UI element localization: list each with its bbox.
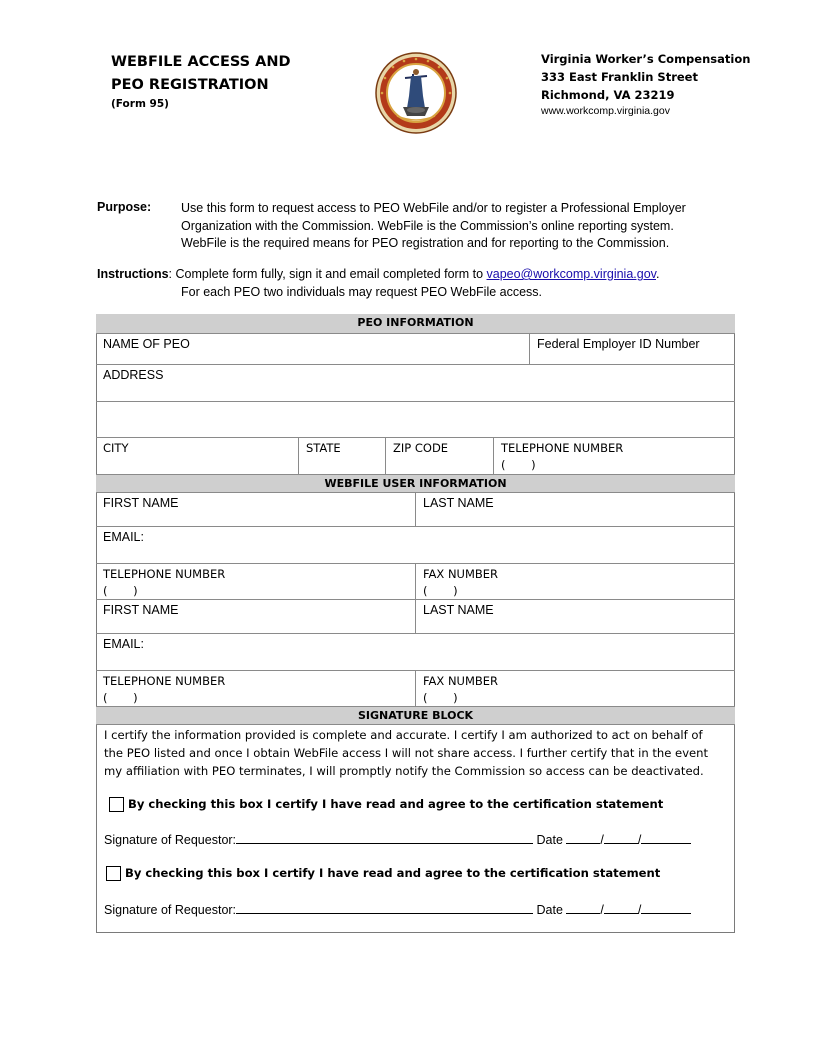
form-title <box>111 51 291 111</box>
city-label: CITY <box>103 441 129 455</box>
date-year-2[interactable] <box>641 902 691 914</box>
email-label: EMAIL: <box>103 530 144 544</box>
fax-area-code: ( ) <box>423 691 458 705</box>
zip-field[interactable] <box>386 438 494 474</box>
user-1-fax-field[interactable] <box>416 564 735 599</box>
peo-phone-label: TELEPHONE NUMBER <box>501 441 624 455</box>
commission-address <box>541 50 750 118</box>
instructions-label: Instructions <box>97 267 169 281</box>
signature-line-1[interactable] <box>236 832 533 844</box>
title-line-1: WEBFILE ACCESS AND <box>111 54 291 70</box>
instructions-text: : Complete form fully, sign it and email completed form to <box>168 267 487 281</box>
form-number: (Form 95) <box>111 98 169 110</box>
phone-label: TELEPHONE NUMBER <box>103 567 226 581</box>
user-1-last-name-field[interactable] <box>416 493 735 526</box>
address-label: ADDRESS <box>103 368 164 382</box>
user-1-phone-field[interactable] <box>96 564 416 599</box>
certify-checkbox-2-label: By checking this box I certify I have read and agree to the certification statement <box>125 866 661 880</box>
certify-checkbox-2[interactable] <box>106 866 121 881</box>
city-state-zip: Richmond, VA 23219 <box>541 88 675 102</box>
purpose-line-2: Organization with the Commission. WebFile is the Commission’s online reporting system. <box>181 218 674 233</box>
signature-line-2[interactable] <box>236 902 533 914</box>
peo-info-heading: PEO INFORMATION <box>96 314 735 334</box>
state-field[interactable] <box>299 438 386 474</box>
org-name: Virginia Worker’s Compensation <box>541 52 751 66</box>
purpose-text <box>181 200 741 253</box>
user-2-last-name-field[interactable] <box>416 600 735 633</box>
signature-row-1 <box>104 832 691 847</box>
first-name-label: FIRST NAME <box>103 496 179 510</box>
peo-name-label: NAME OF PEO <box>103 337 190 351</box>
last-name-label: LAST NAME <box>423 603 494 617</box>
phone-area-code: ( ) <box>103 691 138 705</box>
date-month-1[interactable] <box>566 832 600 844</box>
webfile-user-heading: WEBFILE USER INFORMATION <box>96 475 735 493</box>
date-year-1[interactable] <box>641 832 691 844</box>
city-state-zip-row <box>96 438 735 475</box>
peo-name-field[interactable] <box>96 334 530 364</box>
cert-line-2: the PEO listed and once I obtain WebFile access I will not share access. I further certify that in the event <box>104 746 709 760</box>
certification-statement <box>104 726 729 780</box>
first-name-label: FIRST NAME <box>103 603 179 617</box>
fax-area-code: ( ) <box>423 584 458 598</box>
cert-line-1: I certify the information provided is complete and accurate. I certify I am authorized to act on behalf of <box>104 728 703 742</box>
signature-block-heading: SIGNATURE BLOCK <box>96 707 735 725</box>
purpose-line-3: WebFile is the required means for PEO registration and for reporting to the Commission. <box>181 236 670 250</box>
fein-label: Federal Employer ID Number <box>537 337 700 351</box>
signature-label: Signature of Requestor: <box>104 833 237 847</box>
peo-phone-field[interactable] <box>494 438 735 474</box>
user-2-email-field[interactable] <box>96 634 735 671</box>
certify-checkbox-1-label: By checking this box I certify I have read and agree to the certification statement <box>128 797 664 811</box>
purpose-line-1: Use this form to request access to PEO WebFile and/or to register a Professional Employer <box>181 201 686 215</box>
user-1-phone-row <box>96 564 735 600</box>
user-2-fax-field[interactable] <box>416 671 735 706</box>
email-link[interactable]: vapeo@workcomp.virginia.gov <box>486 267 656 281</box>
user-2-phone-field[interactable] <box>96 671 416 706</box>
date-slash: / <box>600 903 604 917</box>
peo-name-row <box>96 334 735 365</box>
phone-label: TELEPHONE NUMBER <box>103 674 226 688</box>
date-day-2[interactable] <box>604 902 638 914</box>
instructions-line-2: For each PEO two individuals may request PEO WebFile access. <box>181 284 543 299</box>
title-line-2: PEO REGISTRATION <box>111 77 269 93</box>
fein-field[interactable] <box>530 334 735 364</box>
certify-checkbox-1[interactable] <box>109 797 124 812</box>
fax-label: FAX NUMBER <box>423 567 499 581</box>
date-label: Date <box>536 833 563 847</box>
last-name-label: LAST NAME <box>423 496 494 510</box>
signature-label: Signature of Requestor: <box>104 903 237 917</box>
date-label: Date <box>536 903 563 917</box>
instructions <box>97 266 747 301</box>
city-field[interactable] <box>96 438 299 474</box>
phone-area-code: ( ) <box>103 584 138 598</box>
state-label: STATE <box>306 441 341 455</box>
date-slash: / <box>637 833 642 847</box>
date-month-2[interactable] <box>566 902 600 914</box>
email-label: EMAIL: <box>103 637 144 651</box>
cert-line-3: my affiliation with PEO terminates, I will promptly notify the Commission so access can be deactivated. <box>104 764 704 778</box>
user-1-email-field[interactable] <box>96 527 735 564</box>
peo-phone-area-code: ( ) <box>501 458 536 472</box>
user-1-name-row <box>96 493 735 527</box>
user-2-name-row <box>96 600 735 634</box>
user-1-first-name-field[interactable] <box>96 493 416 526</box>
date-slash: / <box>600 833 604 847</box>
virginia-seal-icon <box>375 52 457 134</box>
date-day-1[interactable] <box>604 832 638 844</box>
purpose-label: Purpose: <box>97 200 152 214</box>
user-2-first-name-field[interactable] <box>96 600 416 633</box>
user-2-phone-row <box>96 671 735 707</box>
website-link[interactable]: www.workcomp.virginia.gov <box>541 105 670 117</box>
zip-label: ZIP CODE <box>393 441 449 455</box>
signature-row-2 <box>104 902 691 917</box>
date-slash: / <box>637 903 642 917</box>
street-address: 333 East Franklin Street <box>541 70 698 84</box>
fax-label: FAX NUMBER <box>423 674 499 688</box>
address-field[interactable] <box>96 365 735 402</box>
instructions-period: . <box>655 267 660 281</box>
address-line-2-field[interactable] <box>96 402 735 438</box>
